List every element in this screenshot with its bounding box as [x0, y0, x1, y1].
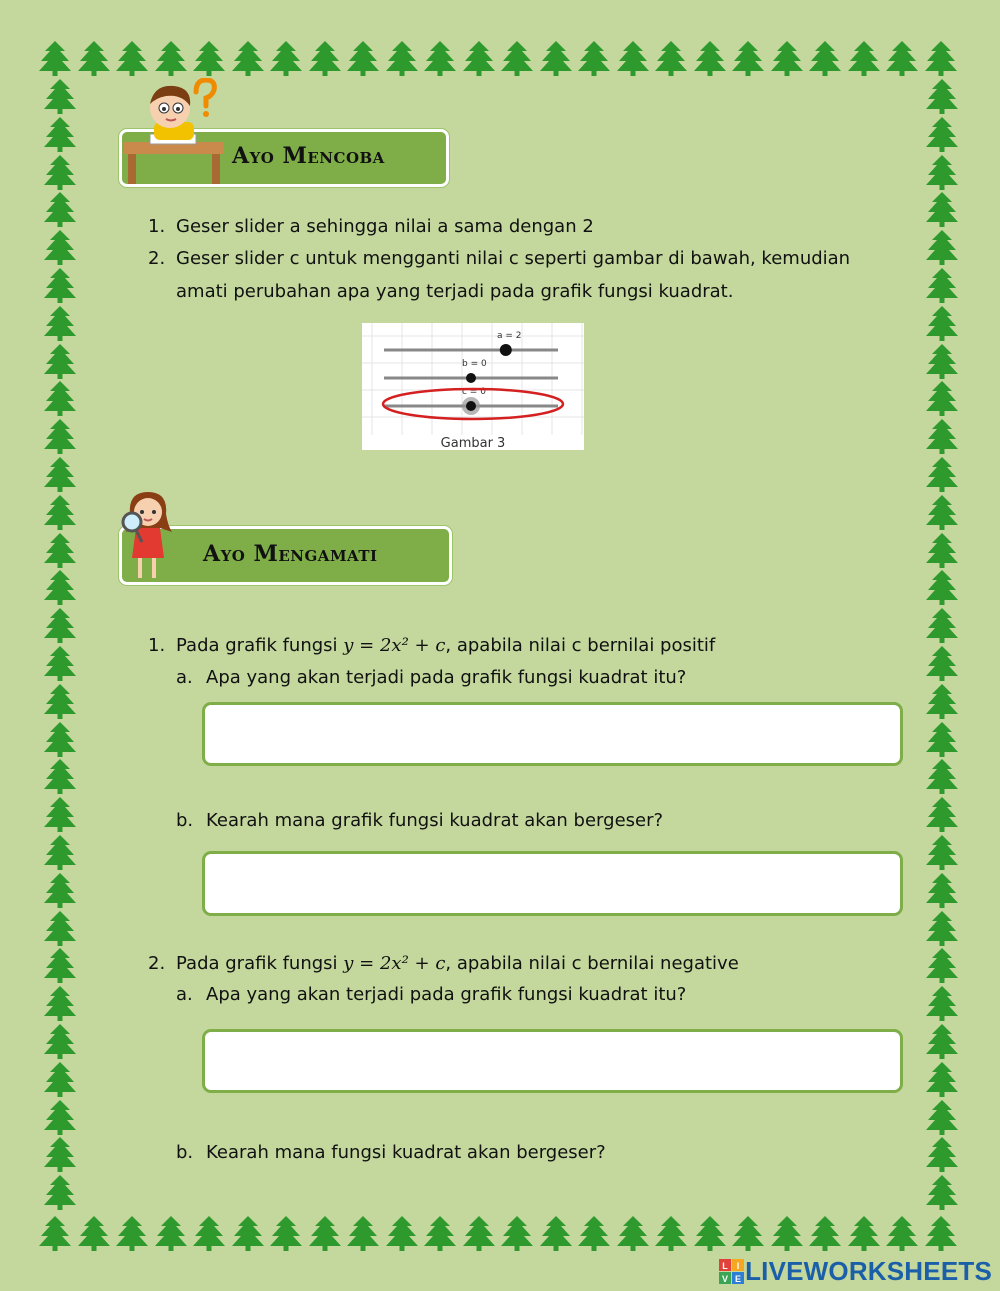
tree-icon — [925, 683, 959, 719]
tree-icon — [192, 1215, 226, 1251]
part-letter: b. — [176, 1142, 194, 1163]
tree-icon — [539, 1215, 573, 1251]
slider-knob-b[interactable] — [466, 373, 476, 383]
slider-label-c: c = 0 — [462, 387, 486, 397]
tree-icon — [269, 40, 303, 76]
tree-icon — [925, 796, 959, 832]
slider-figure — [362, 323, 584, 450]
tree-icon — [423, 40, 457, 76]
tree-icon — [925, 418, 959, 454]
tree-icon — [43, 947, 77, 983]
tree-icon — [925, 758, 959, 794]
tree-border-bottom — [38, 1213, 963, 1253]
tree-icon — [462, 40, 496, 76]
question-number: 2. — [148, 953, 166, 974]
tree-icon — [616, 40, 650, 76]
tree-icon — [925, 721, 959, 757]
slider-knob-a[interactable] — [500, 344, 512, 356]
tree-icon — [308, 1215, 342, 1251]
tree-border-right — [922, 78, 962, 1213]
tree-icon — [38, 1215, 72, 1251]
tree-icon — [385, 40, 419, 76]
tree-icon — [925, 494, 959, 530]
tree-icon — [43, 532, 77, 568]
answer-box-1a[interactable] — [202, 702, 903, 766]
tree-icon — [847, 40, 881, 76]
tree-icon — [539, 40, 573, 76]
tree-icon — [654, 40, 688, 76]
tree-icon — [192, 40, 226, 76]
tree-icon — [616, 1215, 650, 1251]
svg-text:I: I — [736, 1260, 740, 1271]
tree-icon — [925, 1061, 959, 1097]
part-letter: b. — [176, 810, 194, 831]
tree-icon — [231, 40, 265, 76]
tree-icon — [925, 191, 959, 227]
part-text: Kearah mana grafik fungsi kuadrat akan bergeser? — [206, 810, 664, 831]
tree-icon — [43, 494, 77, 530]
tree-icon — [43, 267, 77, 303]
slider-label-a: a = 2 — [497, 331, 522, 341]
tree-icon — [385, 1215, 419, 1251]
tree-icon — [43, 985, 77, 1021]
tree-icon — [308, 40, 342, 76]
part-letter: a. — [176, 667, 193, 688]
tree-icon — [925, 645, 959, 681]
tree-icon — [43, 456, 77, 492]
formula: y = 2x² + c — [343, 635, 446, 656]
svg-text:E: E — [735, 1273, 742, 1284]
answer-box-1b[interactable] — [202, 851, 903, 916]
part-letter: a. — [176, 984, 193, 1005]
tree-icon — [731, 1215, 765, 1251]
tree-icon — [925, 1174, 959, 1210]
instruction-text: amati perubahan apa yang terjadi pada grafik fungsi kuadrat. — [176, 281, 734, 302]
tree-icon — [925, 1023, 959, 1059]
tree-icon — [43, 380, 77, 416]
tree-icon — [43, 872, 77, 908]
svg-text:L: L — [722, 1260, 728, 1271]
tree-icon — [154, 1215, 188, 1251]
slider-knob-c[interactable] — [466, 401, 476, 411]
tree-icon — [269, 1215, 303, 1251]
tree-icon — [577, 40, 611, 76]
tree-icon — [500, 1215, 534, 1251]
figure-caption: Gambar 3 — [440, 436, 506, 450]
tree-icon — [43, 154, 77, 190]
tree-icon — [925, 834, 959, 870]
tree-icon — [43, 1023, 77, 1059]
svg-text:V: V — [722, 1273, 729, 1284]
tree-icon — [154, 40, 188, 76]
tree-icon — [43, 1174, 77, 1210]
tree-icon — [770, 40, 804, 76]
tree-icon — [346, 40, 380, 76]
tree-icon — [43, 796, 77, 832]
logo-text: LIVEWORKSHEETS — [745, 1256, 992, 1286]
tree-icon — [43, 569, 77, 605]
question-text: Pada grafik fungsi y = 2x² + c, apabila nilai c bernilai negative — [176, 953, 739, 974]
tree-icon — [43, 78, 77, 114]
tree-icon — [462, 1215, 496, 1251]
tree-icon — [924, 1215, 958, 1251]
tree-icon — [808, 40, 842, 76]
tree-border-left — [40, 78, 80, 1213]
tree-icon — [925, 607, 959, 643]
tree-icon — [925, 305, 959, 341]
tree-icon — [925, 910, 959, 946]
tree-icon — [654, 1215, 688, 1251]
formula: y = 2x² + c — [343, 953, 446, 974]
tree-icon — [924, 40, 958, 76]
tree-icon — [423, 1215, 457, 1251]
part-text: Kearah mana fungsi kuadrat akan bergeser? — [206, 1142, 606, 1163]
tree-icon — [925, 229, 959, 265]
part-text: Apa yang akan terjadi pada grafik fungsi kuadrat itu? — [206, 984, 687, 1005]
tree-icon — [577, 1215, 611, 1251]
tree-icon — [43, 758, 77, 794]
girl-magnifier-icon — [120, 488, 190, 584]
tree-icon — [43, 191, 77, 227]
liveworksheets-logo — [719, 1256, 992, 1287]
tree-icon — [847, 1215, 881, 1251]
tree-icon — [43, 116, 77, 152]
tree-icon — [115, 1215, 149, 1251]
tree-border-top — [38, 38, 963, 78]
tree-icon — [925, 532, 959, 568]
tree-icon — [38, 40, 72, 76]
tree-icon — [925, 985, 959, 1021]
instruction-text: Geser slider a sehingga nilai a sama dengan 2 — [176, 216, 594, 237]
tree-icon — [43, 418, 77, 454]
tree-icon — [925, 154, 959, 190]
tree-icon — [925, 1136, 959, 1172]
tree-icon — [925, 1099, 959, 1135]
tree-icon — [43, 721, 77, 757]
tree-icon — [925, 947, 959, 983]
tree-icon — [43, 607, 77, 643]
tree-icon — [43, 910, 77, 946]
instruction-text: Geser slider c untuk mengganti nilai c seperti gambar di bawah, kemudian — [176, 248, 851, 269]
question-text: Pada grafik fungsi y = 2x² + c, apabila nilai c bernilai positif — [176, 635, 716, 656]
thinking-child-icon — [120, 78, 230, 188]
tree-icon — [925, 116, 959, 152]
instruction-number: 2. — [148, 248, 166, 269]
tree-icon — [43, 1099, 77, 1135]
tree-icon — [693, 40, 727, 76]
slider-label-b: b = 0 — [462, 359, 487, 369]
tree-icon — [885, 40, 919, 76]
tree-icon — [43, 645, 77, 681]
tree-icon — [925, 343, 959, 379]
tree-icon — [231, 1215, 265, 1251]
tree-icon — [43, 305, 77, 341]
tree-icon — [43, 1136, 77, 1172]
tree-icon — [77, 1215, 111, 1251]
tree-icon — [770, 1215, 804, 1251]
tree-icon — [500, 40, 534, 76]
tree-icon — [925, 456, 959, 492]
tree-icon — [346, 1215, 380, 1251]
answer-box-2a[interactable] — [202, 1029, 903, 1093]
tree-icon — [885, 1215, 919, 1251]
live-badge-icon — [719, 1259, 745, 1285]
tree-icon — [43, 1061, 77, 1097]
tree-icon — [925, 380, 959, 416]
tree-icon — [43, 343, 77, 379]
tree-icon — [925, 569, 959, 605]
tree-icon — [925, 872, 959, 908]
part-text: Apa yang akan terjadi pada grafik fungsi kuadrat itu? — [206, 667, 687, 688]
tree-icon — [43, 229, 77, 265]
tree-icon — [43, 834, 77, 870]
tree-icon — [808, 1215, 842, 1251]
question-number: 1. — [148, 635, 166, 656]
tree-icon — [77, 40, 111, 76]
section-title-mencoba: Ayo Mencoba — [232, 143, 385, 169]
tree-icon — [925, 78, 959, 114]
tree-icon — [731, 40, 765, 76]
instruction-number: 1. — [148, 216, 166, 237]
tree-icon — [925, 267, 959, 303]
tree-icon — [693, 1215, 727, 1251]
tree-icon — [43, 683, 77, 719]
section-title-mengamati: Ayo Mengamati — [203, 541, 378, 567]
tree-icon — [115, 40, 149, 76]
